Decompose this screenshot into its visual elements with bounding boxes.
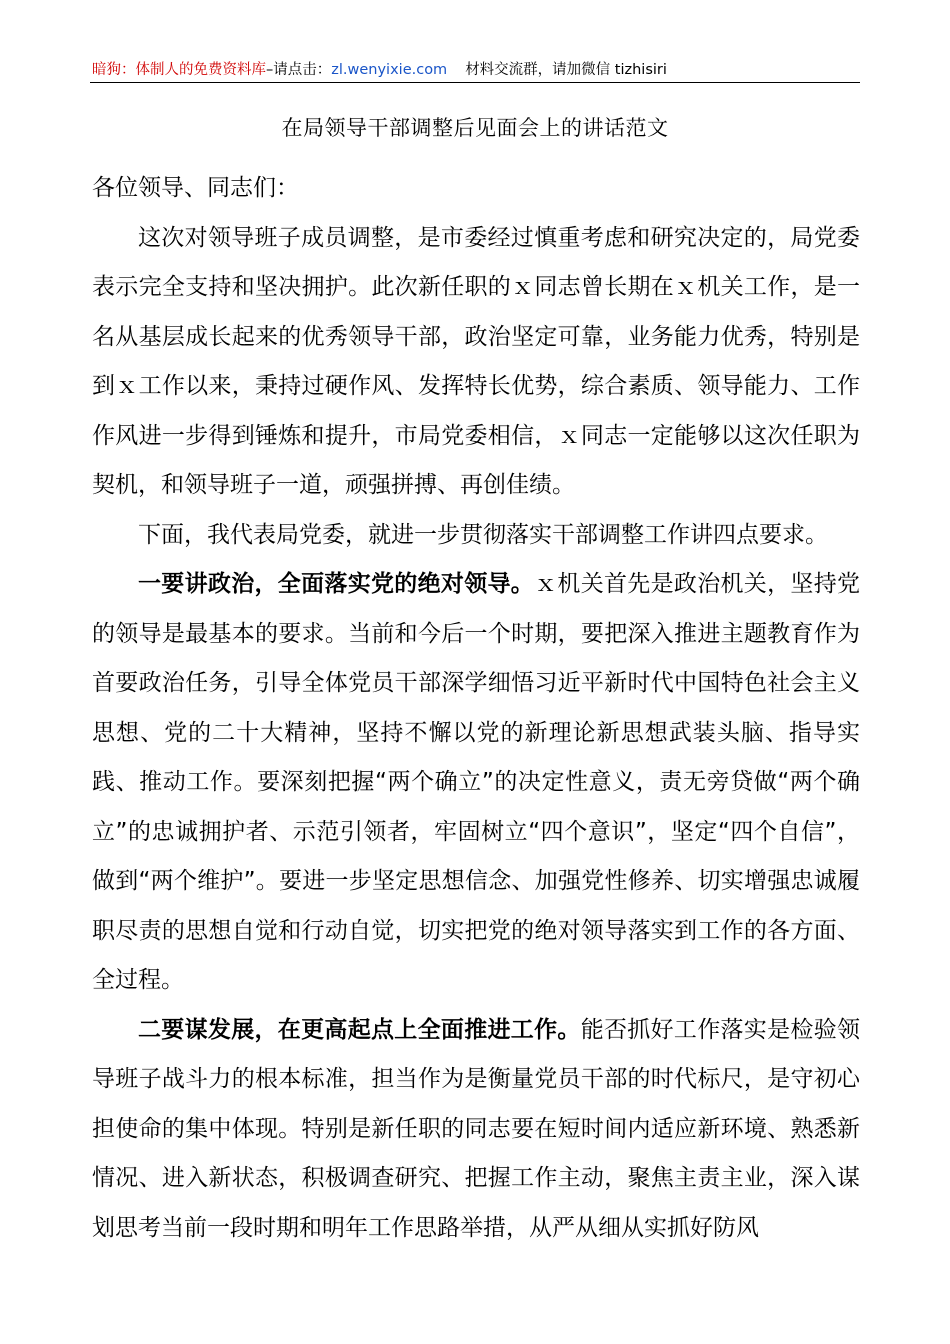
paragraph-3 — [92, 560, 860, 1006]
document-body — [92, 164, 860, 1253]
salutation: 各位领导、同志们： — [92, 175, 299, 201]
paragraph-4-text: 能否抓好工作落实是检验领导班子战斗力的根本标准，担当作为是衡量党员干部的时代标尺，是守初心担使命的集中体现。特别是新任职的同志要在短时间内适应新环境、熟悉新情况、进入新状态，积极调查研究、把握工作主动，聚焦主责主业，深入谋划思考当前一段时期和明年工作思路举措，从严从细从实抓好防风 — [92, 1016, 861, 1241]
site-name: 暗狗：体制人的免费资料库 — [92, 62, 266, 78]
site-url-link[interactable]: zl.wenyixie.com — [331, 62, 448, 78]
document-header — [92, 58, 862, 82]
paragraph-3-text: ｘ机关首先是政治机关，坚持党的领导是最基本的要求。当前和今后一个时期，要把深入推进主题教育作为首要政治任务，引导全体党员干部深学细悟习近平新时代中国特色社会主义思想、党的二十大精神，坚持不懈以党的新理论新思想武装头脑、指导实践、推动工作。要深刻把握“两个确立”的决定性意义，责无旁贷做“两个确立”的忠诚拥护者、示范引领者，牢固树立“四个意识”，坚定“四个自信”，做到“两个维护”。要进一步坚定思想信念、加强党性修养、切实增强忠诚履职尽责的思想自觉和行动自觉，切实把党的绝对领导落实到工作的各方面、全过程。 — [92, 571, 861, 993]
paragraph-4-heading: 二要谋发展，在更高起点上全面推进工作。 — [138, 1016, 581, 1043]
document-title: 在局领导干部调整后见面会上的讲话范文 — [281, 116, 669, 140]
header-prompt: –请点击： — [266, 62, 332, 78]
paragraph-3-heading: 一要讲政治，全面落实党的绝对领导。 — [138, 571, 535, 597]
paragraph-4 — [92, 1006, 860, 1254]
header-divider — [90, 82, 860, 83]
contact-text: 材料交流群，请加微信 tizhisiri — [465, 62, 667, 78]
paragraph-1: 这次对领导班子成员调整，是市委经过慎重考虑和研究决定的，局党委表示完全支持和坚决拥护。此次新任职的ｘ同志曾长期在ｘ机关工作，是一名从基层成长起来的优秀领导干部，政治坚定可靠，业务能力优秀，特别是到ｘ工作以来，秉持过硬作风、发挥特长优势，综合素质、领导能力、工作作风进一步得到锤炼和提升，市局党委相信，ｘ同志一定能够以这次任职为契机，和领导班子一道，顽强拼搏、再创佳绩。 — [92, 224, 860, 498]
paragraph-2: 下面，我代表局党委，就进一步贯彻落实干部调整工作讲四点要求。 — [138, 521, 828, 548]
